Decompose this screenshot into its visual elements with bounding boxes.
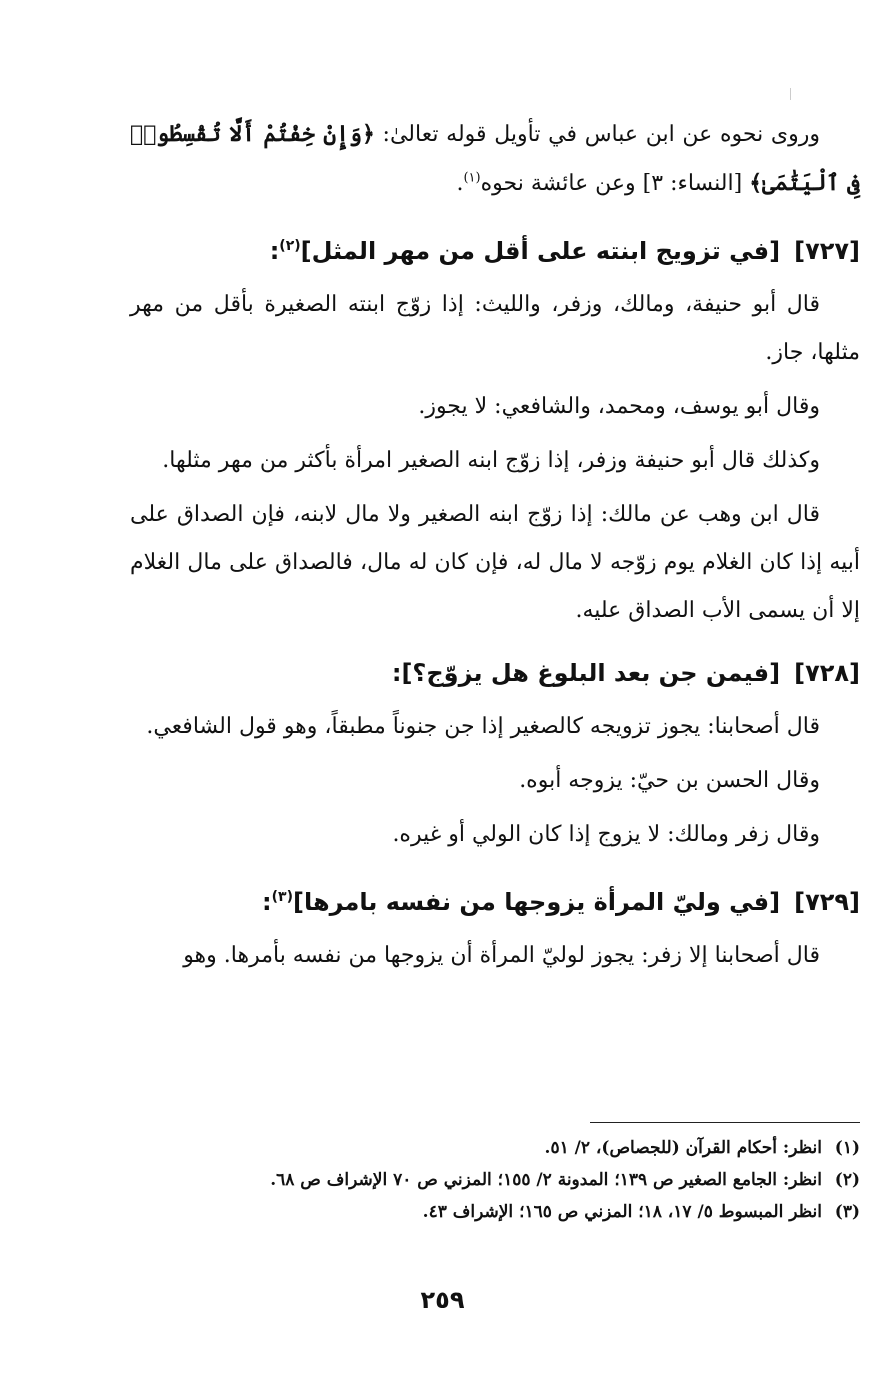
paragraph-text: قال ابن وهب عن مالك: إذا زوّج ابنه الصغير ولا مال لابنه، فإن الصداق على أبيه إذا كان الغلام يوم زوّجه لا مال له، فإن كان له مال، فالصداق على مال الغلام إلا أن يسمى الأب الصداق عليه. [130,502,860,623]
paragraph-text: وقال الحسن بن حيّ: يزوجه أبوه. [519,768,820,793]
paragraph-text: وروى نحوه عن ابن عباس في تأويل قوله تعالىٰ: [374,122,820,147]
paragraph [130,811,860,859]
footnote-text: انظر المبسوط ٥/ ١٧، ١٨؛ المزني ص ١٦٥؛ الإشراف ٤٣. [422,1202,822,1222]
paragraph [130,383,860,431]
footnote [130,1132,860,1164]
quran-verse: ﴿وَإِنْ خِفْتُمْ أَلَّا تُقْسِطُوا۟ فِى ٱلْيَتَٰمَىٰ﴾ [130,121,860,196]
footnote-number: (١) [834,1138,860,1158]
paragraph-text: وقال زفر ومالك: لا يزوج إذا كان الولي أو غيره. [392,822,820,847]
footnote [130,1164,860,1196]
paragraph-text: قال أصحابنا إلا زفر: يجوز لوليّ المرأة أن يزوجها من نفسه بأمرها. وهو [183,943,820,968]
footnotes-section [130,1132,860,1228]
footnote-number: (٢) [834,1170,860,1190]
paragraph [130,281,860,377]
heading-colon: : [262,888,272,916]
paragraph-text: قال أصحابنا: يجوز تزويجه كالصغير إذا جن جنوناً مطبقاً، وهو قول الشافعي. [146,714,820,739]
paragraph-text: قال أبو حنيفة، ومالك، وزفر، والليث: إذا زوّج ابنته الصغيرة بأقل من مهر مثلها، جاز. [130,292,860,365]
paragraph-text: وقال أبو يوسف، ومحمد، والشافعي: لا يجوز. [418,394,820,419]
paragraph [130,491,860,635]
footnote [130,1196,860,1228]
section-heading-728 [130,643,860,703]
paragraph-text: . [456,171,464,196]
section-title: [فيمن جن بعد البلوغ هل يزوّج؟]: [391,659,781,687]
section-heading-727 [130,216,860,281]
section-number: [٧٢٧] [794,237,860,265]
paragraph [130,703,860,751]
footnote-number: (٣) [834,1202,860,1222]
heading-colon: : [269,237,280,265]
footnote-ref: (٢) [279,238,301,254]
paragraph-text: وكذلك قال أبو حنيفة وزفر، إذا زوّج ابنه الصغير امرأة بأكثر من مهر مثلها. [162,448,820,473]
paragraph-ibn-abbas [130,110,860,208]
margin-mark [790,88,791,100]
paragraph [130,932,860,980]
section-number: [٧٢٨] [794,659,860,687]
paragraph [130,757,860,805]
footnote-ref: (١) [463,170,481,186]
section-heading-729 [130,867,860,932]
section-title: [في وليّ المرأة يزوجها من نفسه بامرها] [292,888,781,916]
section-title: [في تزويج ابنته على أقل من مهر المثل] [300,237,781,265]
paragraph [130,437,860,485]
page-number: ٢٥٩ [420,1286,465,1314]
footnote-text: انظر: الجامع الصغير ص ١٣٩؛ المدونة ٢/ ١٥٥؛ المزني ص ٧٠ الإشراف ص ٦٨. [270,1170,822,1190]
footnote-separator [590,1122,860,1123]
section-number: [٧٢٩] [794,888,860,916]
main-text-column [130,110,860,980]
paragraph-text: [النساء: ٣] وعن عائشة نحوه [480,171,750,196]
footnote-text: انظر: أحكام القرآن (للجصاص)، ٢/ ٥١. [544,1138,822,1158]
footnote-ref: (٣) [271,889,293,905]
